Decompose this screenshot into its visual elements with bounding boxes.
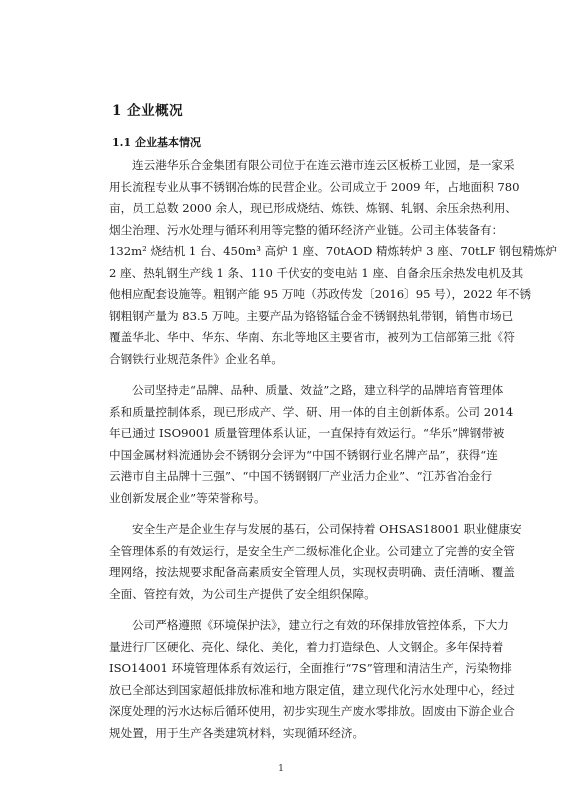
- paragraph-line: 业创新发展企业”等荣誉称号。: [109, 490, 266, 505]
- paragraph-line: 合钢铁行业规范条件》企业名单。: [109, 351, 283, 366]
- paragraph-line: 量进行厂区硬化、亮化、绿化、美化，着力打造绿色、人文钢企。多年保持着: [109, 639, 504, 654]
- paragraph-line: 覆盖华北、华中、华东、华南、东北等地区主要省市，被列为工信部第三批《符: [109, 330, 515, 344]
- paragraph-line: 理网络，按法规要求配备高素质安全管理人员，实现权责明确、责任清晰、覆盖: [109, 565, 515, 579]
- subsection-title: 1.1 企业基本情况: [112, 136, 201, 149]
- paragraph-line: 深度处理的污水达标后循环使用，初步实现生产废水零排放。固废由下游企业合: [109, 704, 515, 718]
- page-number: 1: [278, 763, 285, 774]
- paragraph-line: 中国金属材料流通协会不锈钢分会评为“中国不锈钢行业名牌产品”，获得“连: [109, 447, 498, 462]
- paragraph-line: 安全生产是企业生存与发展的基石，公司保持着 OHSAS18001 职业健康安: [132, 522, 522, 536]
- paragraph-line: 烟尘治理、污水处理与循环利用等完整的循环经济产业链。公司主体装备有：: [109, 222, 504, 237]
- paragraph-line: 云港市自主品牌十三强”、“中国不锈钢钢厂产业活力企业”、“江苏省冶金行: [109, 469, 493, 483]
- paragraph-line: 他相应配套设施等。粗钢产能 95 万吨（苏政传发〔2016〕95 号），2022 年不锈: [109, 287, 532, 301]
- paragraph-line: 公司严格遵照《环境保护法》，建立行之有效的环保排放管控体系，下大力: [132, 618, 509, 632]
- section-title: 1 企业概况: [112, 103, 184, 119]
- paragraph-line: 全管理体系的有效运行，是安全生产二级标准化企业。公司建立了完善的安全管: [109, 543, 515, 558]
- paragraph-line: 连云港华乐合金集团有限公司位于在连云港市连云区板桥工业园，是一家采: [132, 158, 515, 172]
- paragraph-line: 用长流程专业从事不锈钢冶炼的民营企业。公司成立于 2009 年，占地面积 780: [109, 179, 520, 194]
- paragraph-line: 全面、管控有效，为公司生产提供了安全组织保障。: [109, 586, 376, 601]
- paragraph-line: 钢粗钢产量为 83.5 万吨。主要产品为铬铬锰合金不锈钢热轧带钢，销售市场已: [109, 308, 514, 323]
- paragraph-line: 系和质量控制体系，现已形成产、学、研、用一体的自主创新体系。公司 2014: [109, 404, 514, 419]
- paragraph-line: 2 座、热轧钢生产线 1 条、110 千伏安的变电站 1 座、自备余压余热发电机及其: [109, 265, 524, 280]
- paragraph-line: 132m² 烧结机 1 台、450m³ 高炉 1 座、70tAOD 精炼转炉 3 座、70tLF 钢包精炼炉: [109, 244, 558, 258]
- paragraph-line: 亩，员工总数 2000 余人，现已形成烧结、炼铁、炼钢、轧钢、余压余热利用、: [109, 201, 517, 215]
- paragraph-line: 规处置，用于生产各类建筑材料，实现循环经济。: [109, 725, 365, 740]
- paragraph-line: 年已通过 ISO9001 质量管理体系认证，一直保持有效运行。“华乐”牌钢带被: [109, 426, 505, 440]
- paragraph-line: 公司坚持走“品牌、品种、质量、效益”之路，建立科学的品牌培育管理体: [132, 383, 504, 397]
- paragraph-line: 放已全部达到国家超低排放标准和地方限定值，建立现代化污水处理中心，经过: [109, 682, 515, 697]
- paragraph-line: ISO14001 环境管理体系有效运行，全面推行“7S”管理和清洁生产，污染物排: [109, 661, 512, 675]
